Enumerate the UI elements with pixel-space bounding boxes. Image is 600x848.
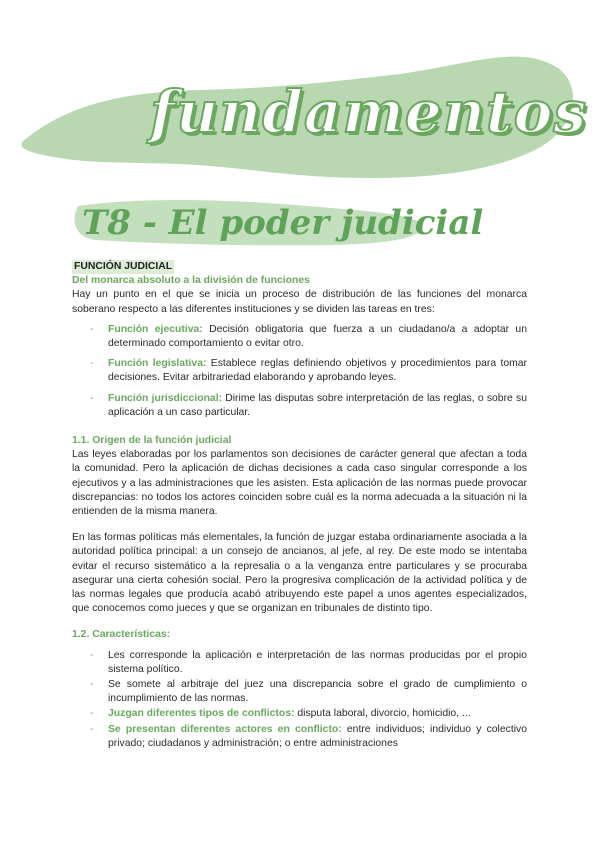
list-item-text: Establece reglas definiendo objetivos y procedimientos para tomar decisiones. Evitar arbitrariedad elaborando y aprobando leyes. xyxy=(108,358,527,384)
origin-paragraph-1: Las leyes elaboradas por los parlamentos son decisiones de carácter general que afectan a toda la comunidad. Pero la aplicación de dichas decisiones a cada caso singular corresponde a los ejecutivos y a las administraciones que les asisten. Esta aplicación de las normas puede provocar discrepancias: no todos los actores coinciden sobre cuál es la norma adecuada a la situación ni la entienden de la misma manera. xyxy=(72,449,527,518)
list-item-text: disputa laboral, divorcio, homicidio, ... xyxy=(294,708,471,720)
list-item xyxy=(72,723,527,751)
list-item xyxy=(72,323,527,351)
list-item-term: Función ejecutiva: xyxy=(108,323,203,335)
list-item-text: Les corresponde la aplicación e interpretación de las normas producidas por el propio sistema político. xyxy=(108,649,527,675)
functions-list xyxy=(72,323,527,420)
origin-paragraph-2: En las formas políticas más elementales, la función de juzgar estaba ordinariamente asociada a la autoridad política principal: a un consejo de ancianos, al jefe, al rey. De este modo se intentaba evitar el recurso sistemático a la represalia o a la venganza entre particulares y se procuraba asegurar una cierta cohesión social. Pero la progresiva complicación de la actividad política y de las normas legales que producía acabó atribuyendo este papel a unos agentes especializados, que conocemos como jueces y que se organizan en tribunales de distinto tipo. xyxy=(72,532,527,615)
list-item xyxy=(72,649,527,677)
page-title: fundamentos xyxy=(150,78,587,146)
list-item-term: Juzgan diferentes tipos de conflictos: xyxy=(108,708,295,720)
list-item xyxy=(72,392,527,420)
list-item-text: Decisión obligatoria que fuerza a un ciudadano/a a adoptar un determinado comportamiento o evitar otro. xyxy=(108,323,527,350)
section-label: FUNCIÓN JUDICIAL xyxy=(72,260,174,274)
document-body xyxy=(72,258,527,752)
list-item-text: entre individuos; individuo y colectivo privado; ciudadanos y administración; o entre administraciones xyxy=(108,723,527,749)
list-item-text: Se somete al arbitraje del juez una discrepancia sobre el grado de cumplimiento o incumplimiento de las normas. xyxy=(108,679,527,705)
section-heading: Del monarca absoluto a la división de funciones xyxy=(72,275,310,287)
list-item-text: Dirime las disputas sobre interpretación de las reglas, o sobre su aplicación a un caso particular. xyxy=(108,392,527,418)
list-item xyxy=(72,357,527,385)
list-item-term: Función legislativa: xyxy=(108,358,207,370)
origin-heading: 1.1. Origen de la función judicial xyxy=(72,435,232,447)
list-item-term: Función jurisdiccional: xyxy=(108,392,223,404)
page-subtitle: T8 - El poder judicial xyxy=(82,203,484,243)
list-item-term: Se presentan diferentes actores en conflicto: xyxy=(108,723,342,735)
features-heading: 1.2. Características: xyxy=(72,629,171,641)
list-item xyxy=(72,678,527,706)
intro-paragraph: Hay un punto en el que se inicia un proceso de distribución de las funciones del monarca soberano respecto a las diferentes instituciones y se dividen las tareas en tres: xyxy=(72,289,527,315)
features-list xyxy=(72,649,527,751)
list-item xyxy=(72,707,527,721)
